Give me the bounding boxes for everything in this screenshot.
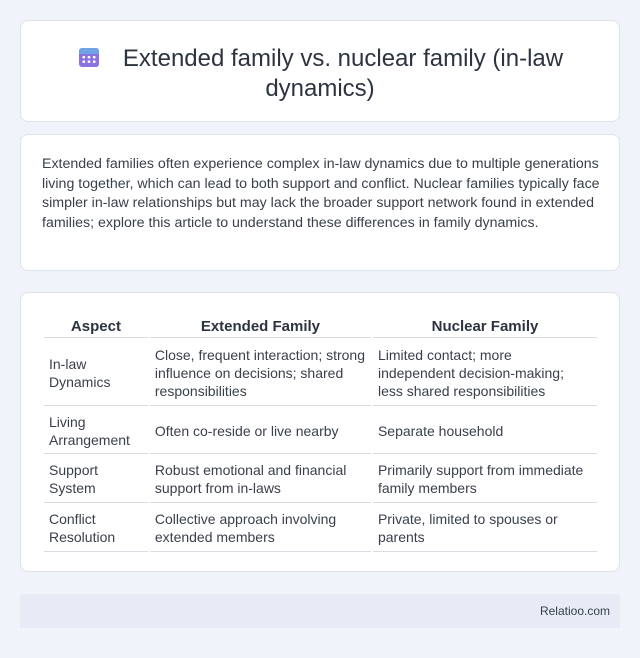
table-row <box>44 406 597 454</box>
table-header-row <box>44 314 597 338</box>
row-extended: Often co-reside or live nearby <box>150 406 371 454</box>
comparison-table <box>42 314 599 552</box>
page-title: Extended family vs. nuclear family (in-law dynamics) <box>122 45 564 102</box>
row-nuclear: Limited contact; more independent decision-making; less shared responsibilities <box>373 338 597 406</box>
calendar-icon <box>77 45 101 69</box>
header-extended-family: Extended Family <box>150 314 371 338</box>
page-title-wrap <box>61 44 579 104</box>
header-nuclear-family: Nuclear Family <box>373 314 597 338</box>
row-extended: Close, frequent interaction; strong influence on decisions; shared responsibilities <box>150 338 371 406</box>
footer-bar <box>20 594 620 628</box>
row-aspect: In-law Dynamics <box>44 338 148 406</box>
header-aspect: Aspect <box>44 314 148 338</box>
row-aspect: Support System <box>44 454 148 503</box>
row-aspect: Conflict Resolution <box>44 503 148 552</box>
table-row <box>44 338 597 406</box>
row-nuclear: Private, limited to spouses or parents <box>373 503 597 552</box>
footer-site-link[interactable]: Relatioo.com <box>539 604 610 618</box>
table-row <box>44 503 597 552</box>
table-row <box>44 454 597 503</box>
row-aspect: Living Arrangement <box>44 406 148 454</box>
row-nuclear: Separate household <box>373 406 597 454</box>
comparison-card <box>20 292 620 572</box>
intro-paragraph: Extended families often experience complex in-law dynamics due to multiple generations living together, which can lead to both support and conflict. Nuclear families typically face simpler in-law relationships but may lack the broader support network found in extended families; explore this article to understand these differences in family dynamics. <box>42 156 600 231</box>
row-nuclear: Primarily support from immediate family members <box>373 454 597 503</box>
row-extended: Robust emotional and financial support from in-laws <box>150 454 371 503</box>
intro-card <box>20 134 620 271</box>
row-extended: Collective approach involving extended members <box>150 503 371 552</box>
title-card <box>20 20 620 122</box>
